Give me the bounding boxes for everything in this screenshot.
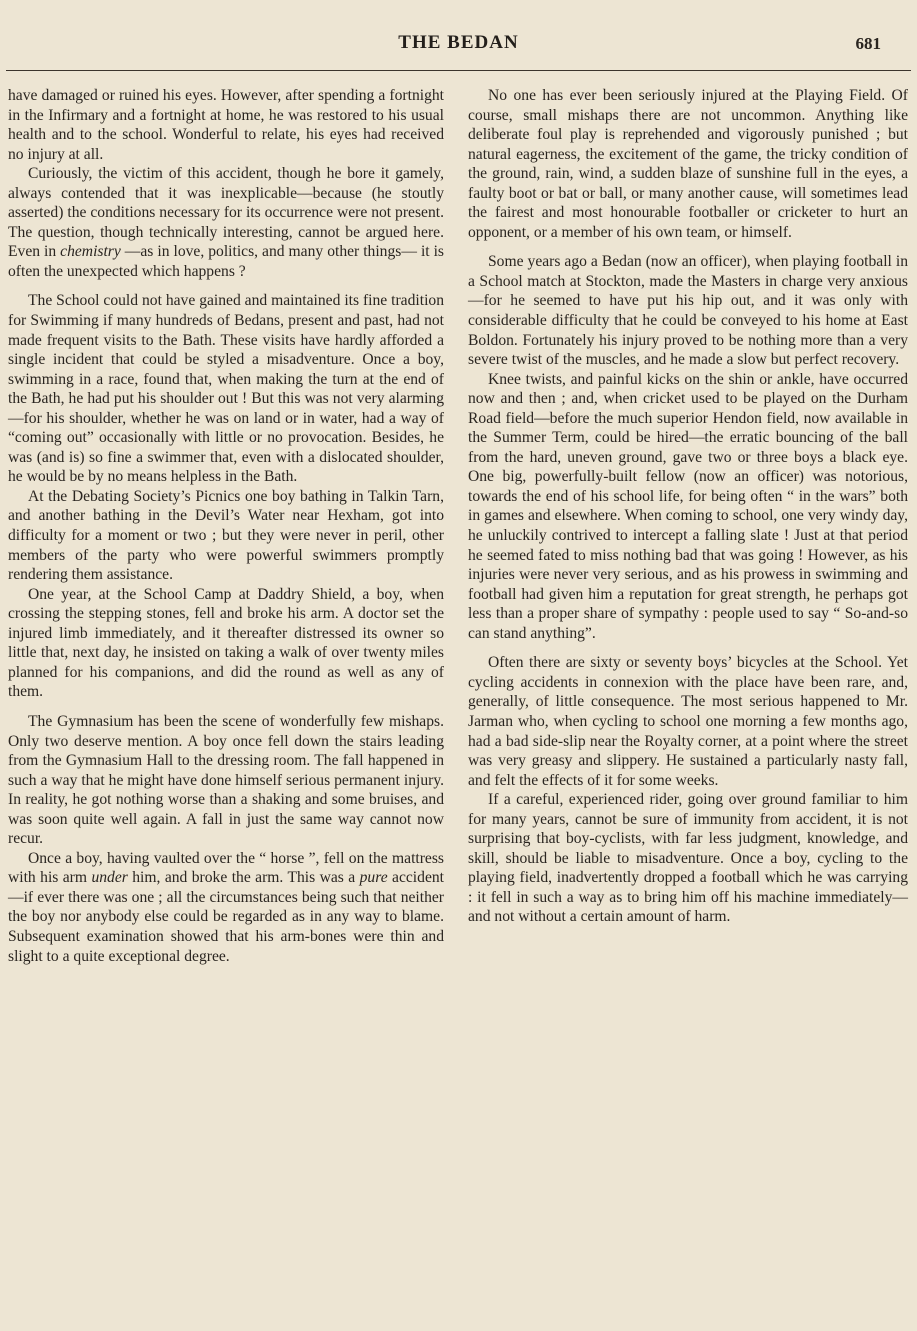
- right-column: [468, 86, 908, 927]
- paragraph: At the Debating Society’s Picnics one boy bathing in Talkin Tarn, and another bathing in the Devil’s Water near Hexham, got into difficulty for a moment or two ; but they were never in peril, other members of the party who were powerful swimmers promptly rendering them assistance.: [8, 487, 444, 584]
- paragraph: If a careful, experienced rider, going over ground familiar to him for many years, cannot be sure of immunity from accident, it is not surprising that boy-cyclists, with far less judgment, knowledge, and skill, should be liable to misadventure. Once a boy, cycling to the playing field, inadvertently dropped a football which he was carrying : it fell in such a way as to bring him off his machine immediately—and not without a certain amount of harm.: [468, 791, 908, 926]
- emphasis: under: [91, 869, 128, 887]
- header-rule: [6, 70, 911, 71]
- emphasis: pure: [359, 869, 388, 887]
- paragraph: Often there are sixty or seventy boys’ bicycles at the School. Yet cycling accidents in connexion with the place have been rare, and, generally, of little consequence. The most serious happened to Mr. Jarman who, when cycling to school one morning a few months ago, had a bad side-slip near the Royalty corner, at a point where the street was very greasy and slippery. He sustained a particularly nasty fall, and felt the effects of it for some weeks.: [468, 654, 908, 789]
- paragraph: No one has ever been seriously injured at the Playing Field. Of course, small mishaps there are not uncommon. Anything like deliberate foul play is reprehended and vigorously punished ; but natural eagerness, the excitement of the game, the tricky condition of the ground, rain, wind, a sudden blaze of sunshine full in the eyes, a faulty boot or bat or ball, or many another cause, will sometimes lead the fairest and most honourable footballer or cricketer to hurt an opponent, or a member of his own team, or himself.: [468, 87, 908, 241]
- paragraph: Some years ago a Bedan (now an officer), when playing football in a School match at Stockton, made the Masters in charge very anxious—for he seemed to have put his hip out, and it was only with considerable difficulty that he could be conveyed to his home at East Boldon. Fortunately his injury proved to be nothing more than a very severe twist of the muscles, and he made a slow but perfect recovery.: [468, 253, 908, 369]
- paragraph: have damaged or ruined his eyes. However, after spending a fortnight in the Infirmary and a fortnight at home, he was restored to his usual health and to the school. Wonderful to relate, his eyes had received no injury at all.: [8, 87, 444, 163]
- paragraph: Curiously, the victim of this accident, though he bore it gamely, always contended that it was inexplicable—because (he stoutly asserted) the conditions necessary for its occurrence were not present. The question, though technically interesting, cannot be argued here. Even in chemistry —as in love, politics, and many other things— it is often the unexpected which happens ?: [8, 165, 444, 280]
- paragraph: The School could not have gained and maintained its fine tradition for Swimming if many hundreds of Bedans, present and past, had not made frequent visits to the Bath. These visits have hardly afforded a single incident that could be styled a misadventure. Once a boy, swimming in a race, found that, when making the turn at the end of the Bath, he had put his shoulder out ! But this was not very alarming—for his shoulder, whether he was on land or in water, had a way of “coming out” occasionally with little or no provocation. Besides, he was (and is) so fine a swimmer that, even with a dislocated shoulder, he would be by no means helpless in the Bath.: [8, 292, 444, 486]
- emphasis: chemistry: [60, 243, 121, 261]
- paragraph: The Gymnasium has been the scene of wonderfully few mishaps. Only two deserve mention. A boy once fell down the stairs leading from the Gymnasium Hall to the dressing room. The fall happened in such a way that he might have done himself serious permanent injury. In reality, he got nothing worse than a shaking and some bruises, and was soon quite well again. A fall in just the same way cannot now recur.: [8, 712, 444, 848]
- paragraph: One year, at the School Camp at Daddry Shield, a boy, when crossing the stepping stones, fell and broke his arm. A doctor set the injured limb immediately, and it thereafter distressed its owner so little that, next day, he insisted on taking a walk of over twenty miles planned for his companions, and did the round as well as any of them.: [8, 585, 444, 701]
- paragraph: Knee twists, and painful kicks on the shin or ankle, have occurred now and then ; and, when cricket used to be played on the Durham Road field—before the much superior Hendon field, now available in the Summer Term, could be hired—the erratic bouncing of the ball from the hard, uneven ground, gave two or three boys a black eye. One big, powerfully-built fellow (now an officer) was notorious, towards the end of his school life, for being often “ in the wars” both in games and elsewhere. When coming to school, one very windy day, he unluckily contrived to intercept a falling slate ! Just at that period he seemed fated to miss nothing bad that was going ! However, as his injuries were never very serious, and as his prowess in swimming and football had given him a reputation for great strength, he perhaps got less than a proper share of sympathy : people used to say “ So-and-so can stand anything”.: [468, 370, 908, 642]
- page-number: 681: [855, 34, 881, 53]
- journal-title: THE BEDAN: [398, 32, 519, 53]
- running-head: [0, 32, 917, 56]
- paragraph: Once a boy, having vaulted over the “ horse ”, fell on the mattress with his arm under him, and broke the arm. This was a pure accident—if ever there was one ; all the circumstances being such that neither the boy nor anybody else could be regarded as in any way to blame. Subsequent examination showed that his arm-bones were thin and slight to a quite exceptional degree.: [8, 849, 444, 965]
- left-column: [8, 86, 444, 966]
